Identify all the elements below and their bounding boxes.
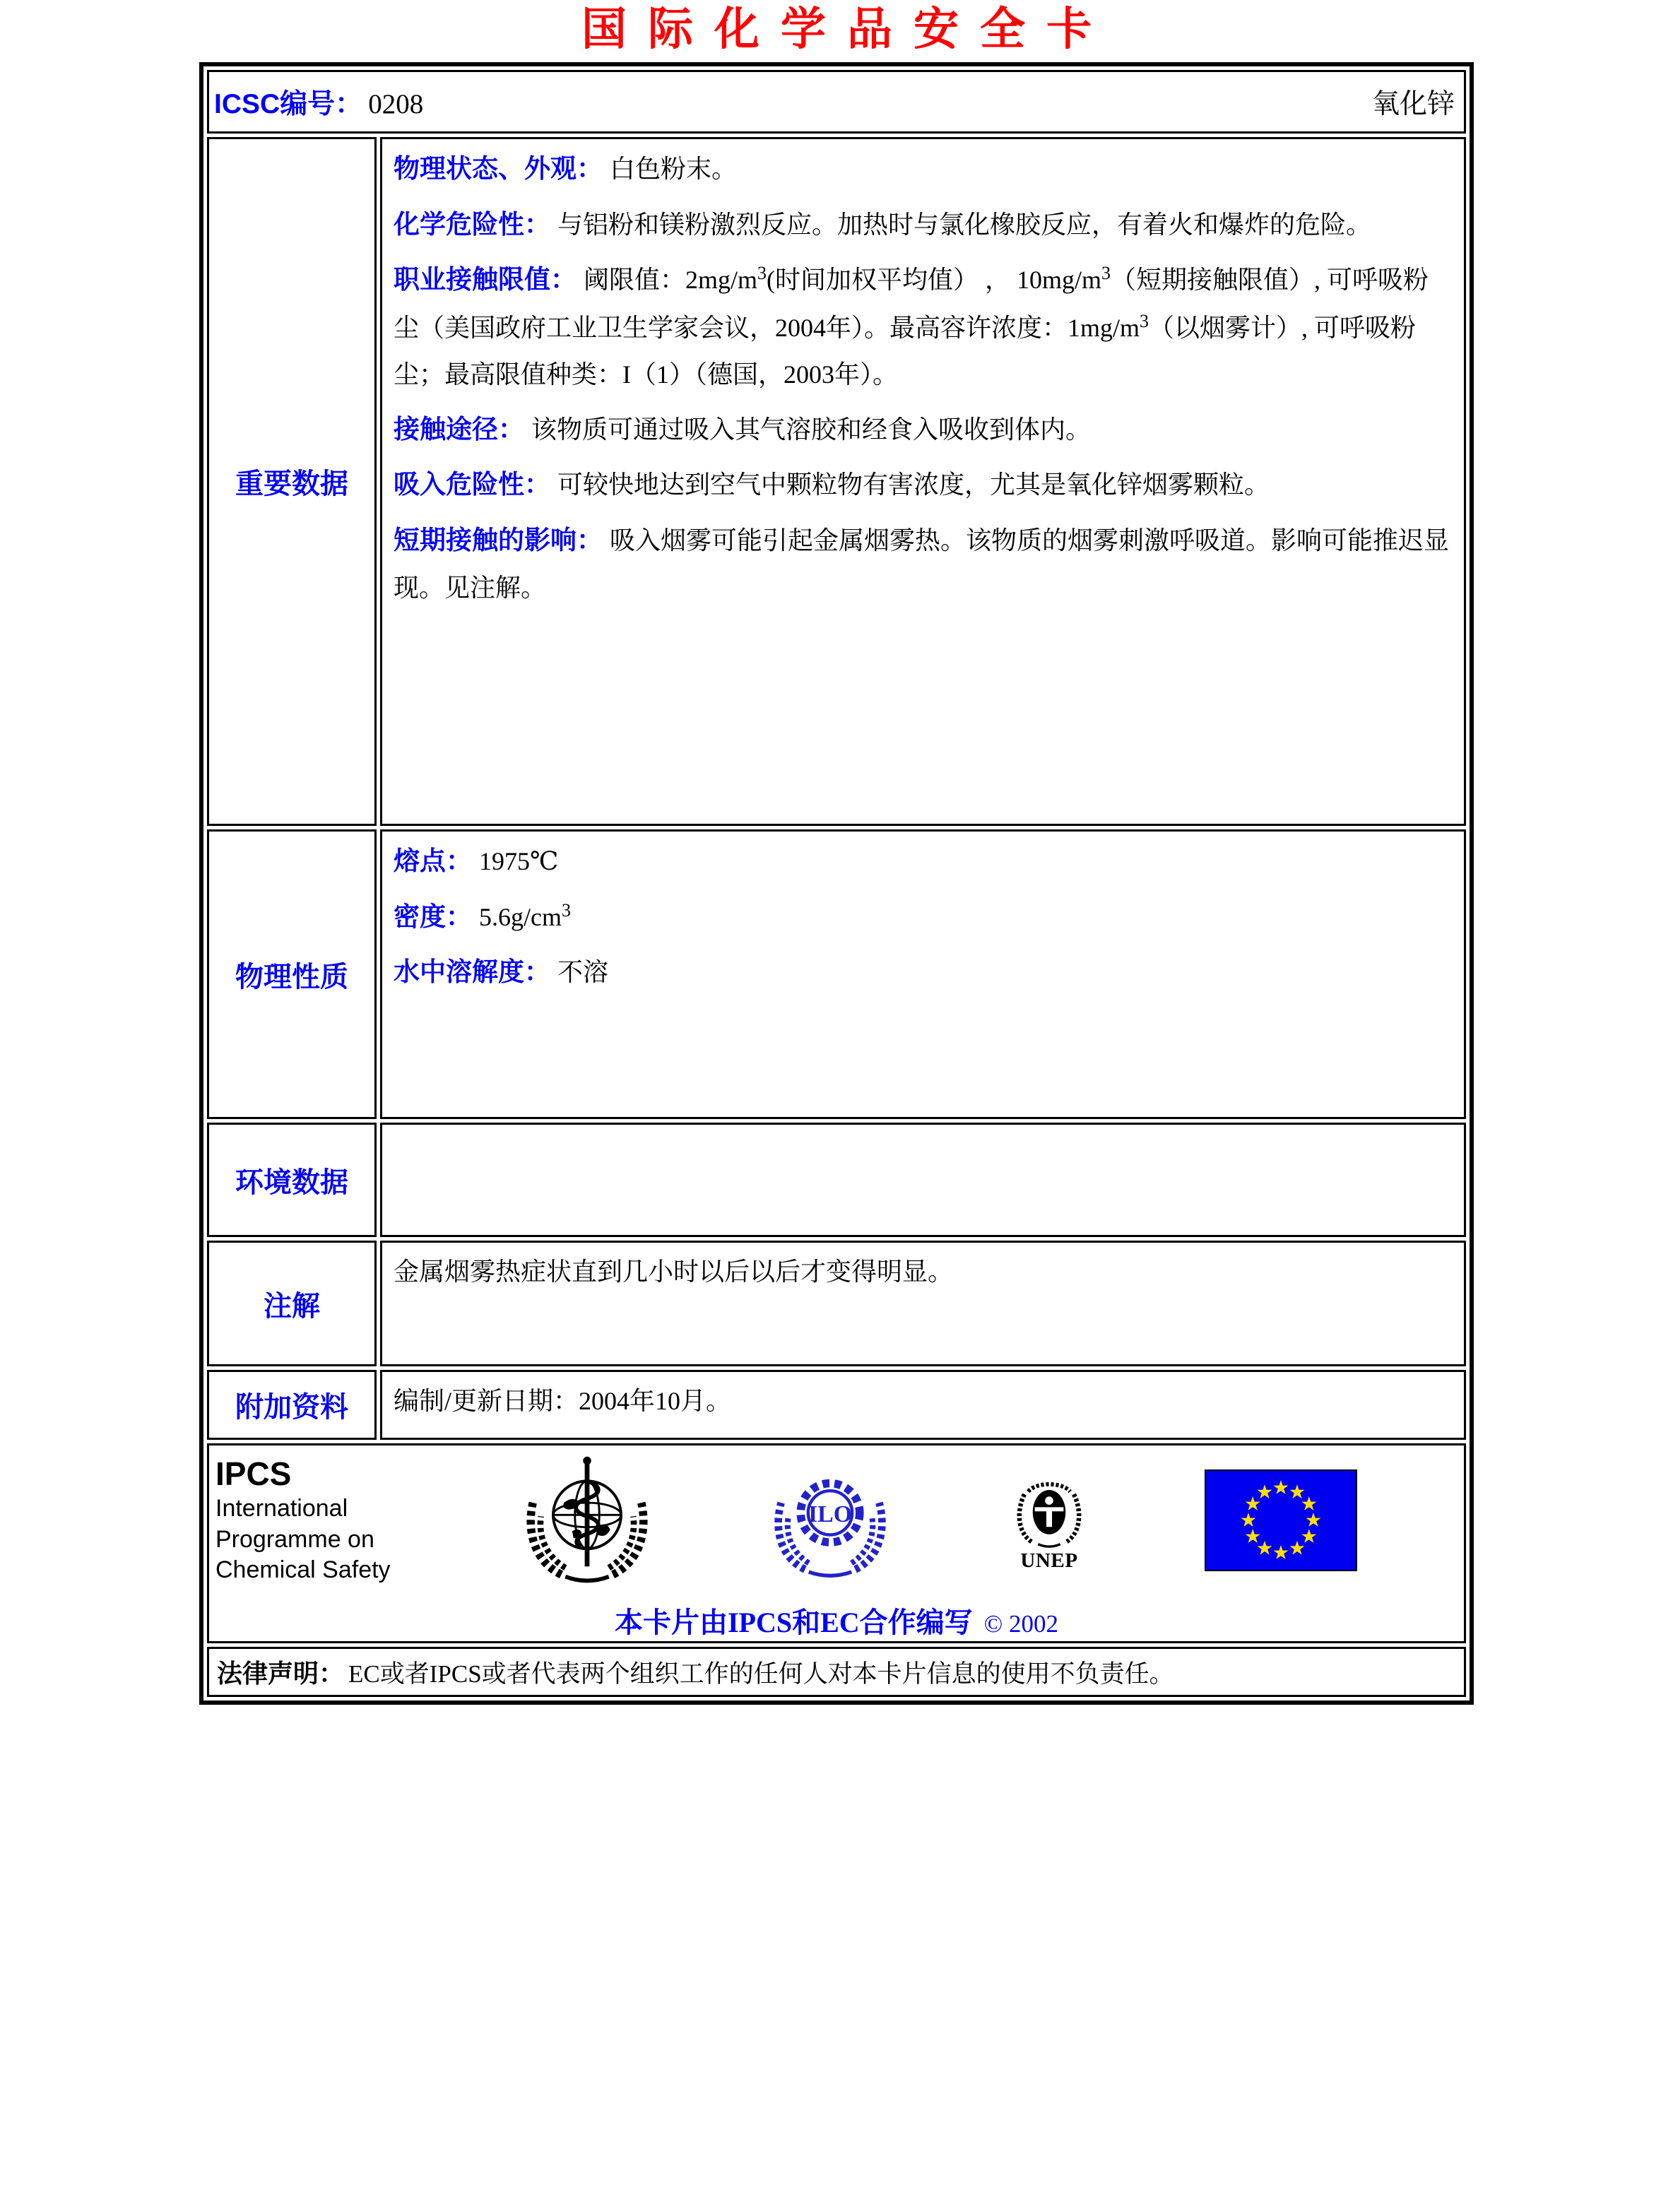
- header-row: [207, 70, 1466, 134]
- superscript: 3: [757, 263, 767, 284]
- paragraph: [394, 837, 1453, 885]
- legal-row: [207, 1647, 1466, 1697]
- icsc-number-group: [214, 82, 423, 122]
- ipcs-line-1: International: [215, 1495, 348, 1522]
- svg-text:ILO: ILO: [808, 1501, 853, 1527]
- field-label: 物理状态、外观：: [394, 154, 603, 184]
- section-content-notes: [380, 1241, 1466, 1366]
- section-content-physical-properties: [380, 829, 1466, 1119]
- credit-text: 本卡片由IPCS和EC合作编写: [614, 1606, 973, 1638]
- who-logo-icon: [519, 1450, 655, 1590]
- header-cell: [207, 70, 1466, 134]
- field-label: 化学危险性：: [394, 209, 550, 239]
- superscript: 3: [1140, 310, 1149, 331]
- field-text: 吸入烟雾可能引起金属烟雾热。该物质的烟雾刺激呼吸道。影响可能推迟显现。见注解。: [394, 526, 1450, 603]
- paragraph: [394, 201, 1453, 249]
- legal-notice-text: EC或者IPCS或者代表两个组织工作的任何人对本卡片信息的使用不负责任。: [348, 1660, 1174, 1688]
- substance-name: 氧化锌: [1371, 89, 1455, 120]
- section-content-important-data: [380, 137, 1466, 826]
- field-text: （短期接触限值）, 可呼吸粉尘（美国政府工业卫生学家会议，2004年）。最高容许浓度：1mg/m: [394, 266, 1429, 342]
- field-label: 职业接触限值：: [394, 265, 577, 295]
- logo-row: [210, 1446, 1463, 1590]
- field-label: 熔点：: [394, 846, 472, 876]
- ipcs-text-block: [215, 1455, 406, 1586]
- field-text: 5.6g/cm: [479, 902, 562, 931]
- organizations-row: [207, 1443, 1466, 1643]
- additional-info-row: [207, 1370, 1466, 1440]
- paragraph: [394, 145, 1453, 193]
- section-label-physical-properties: 物理性质: [207, 829, 377, 1119]
- ipcs-line-2: Programme on: [215, 1525, 374, 1553]
- ipcs-line-3: Chemical Safety: [215, 1556, 391, 1584]
- field-text: 可较快地达到空气中颗粒物有害浓度，尤其是氧化锌烟雾颗粒。: [557, 471, 1270, 499]
- field-label: 密度：: [394, 901, 472, 931]
- section-label-environmental-data: 环境数据: [207, 1123, 377, 1237]
- field-text: 该物质可通过吸入其气溶胶和经食入吸收到体内。: [531, 415, 1092, 444]
- icsc-card-table: [199, 62, 1474, 1705]
- superscript: 3: [1101, 263, 1111, 284]
- section-label-important-data: 重要数据: [207, 137, 377, 826]
- unep-logo-icon: [1006, 1471, 1092, 1570]
- paragraph: [394, 948, 1453, 996]
- page-title: 国际化学品安全卡: [581, 4, 1113, 54]
- important-data-row: [207, 137, 1466, 826]
- paragraph: [394, 256, 1453, 398]
- paragraph: [394, 1248, 1453, 1296]
- credit-line: [210, 1600, 1463, 1640]
- paragraph: [394, 461, 1453, 509]
- icsc-number-value: 0208: [368, 89, 424, 120]
- notes-row: [207, 1241, 1466, 1366]
- section-label-notes: 注解: [207, 1241, 377, 1366]
- field-text: 阈限值：2mg/m: [584, 266, 758, 295]
- paragraph: [394, 1378, 1453, 1425]
- field-label: 短期接触的影响：: [394, 525, 603, 555]
- paragraph: [394, 516, 1453, 612]
- section-content-environmental-data: [380, 1123, 1466, 1237]
- section-content-additional-info: [380, 1370, 1466, 1440]
- credit-year: © 2002: [983, 1609, 1059, 1638]
- legal-cell: [207, 1647, 1466, 1697]
- field-text: 编制/更新日期：2004年10月。: [394, 1387, 732, 1416]
- field-text: 金属烟雾热症状直到几小时以后以后才变得明显。: [394, 1258, 954, 1287]
- field-text: （以烟雾计）, 可呼吸粉尘；最高限值种类：I（1）（德国，2003年）。: [394, 313, 1417, 389]
- legal-notice-label: 法律声明：: [217, 1658, 345, 1688]
- field-text: 白色粉末。: [610, 155, 738, 184]
- physical-properties-row: [207, 829, 1466, 1119]
- environmental-data-row: [207, 1123, 1466, 1237]
- field-text: 不溶: [557, 958, 609, 987]
- eu-flag-icon: [1205, 1469, 1357, 1571]
- superscript: 3: [561, 899, 571, 921]
- svg-text:UNEP: UNEP: [1019, 1549, 1078, 1570]
- paragraph: [394, 893, 1453, 941]
- ipcs-acronym: IPCS: [215, 1455, 292, 1493]
- organizations-cell: [207, 1443, 1466, 1643]
- ilo-logo-icon: [767, 1455, 893, 1585]
- field-text: (时间加权平均值） ， 10mg/m: [767, 266, 1102, 295]
- field-label: 水中溶解度：: [394, 957, 550, 987]
- field-text: 1975℃: [479, 847, 559, 876]
- icsc-number-label: ICSC编号：: [214, 89, 363, 120]
- paragraph: [394, 406, 1453, 454]
- section-label-additional-info: 附加资料: [207, 1370, 377, 1440]
- field-label: 接触途径：: [394, 414, 524, 444]
- field-label: 吸入危险性：: [394, 470, 550, 499]
- field-text: 与铝粉和镁粉激烈反应。加热时与氯化橡胶反应，有着火和爆炸的危险。: [557, 210, 1372, 239]
